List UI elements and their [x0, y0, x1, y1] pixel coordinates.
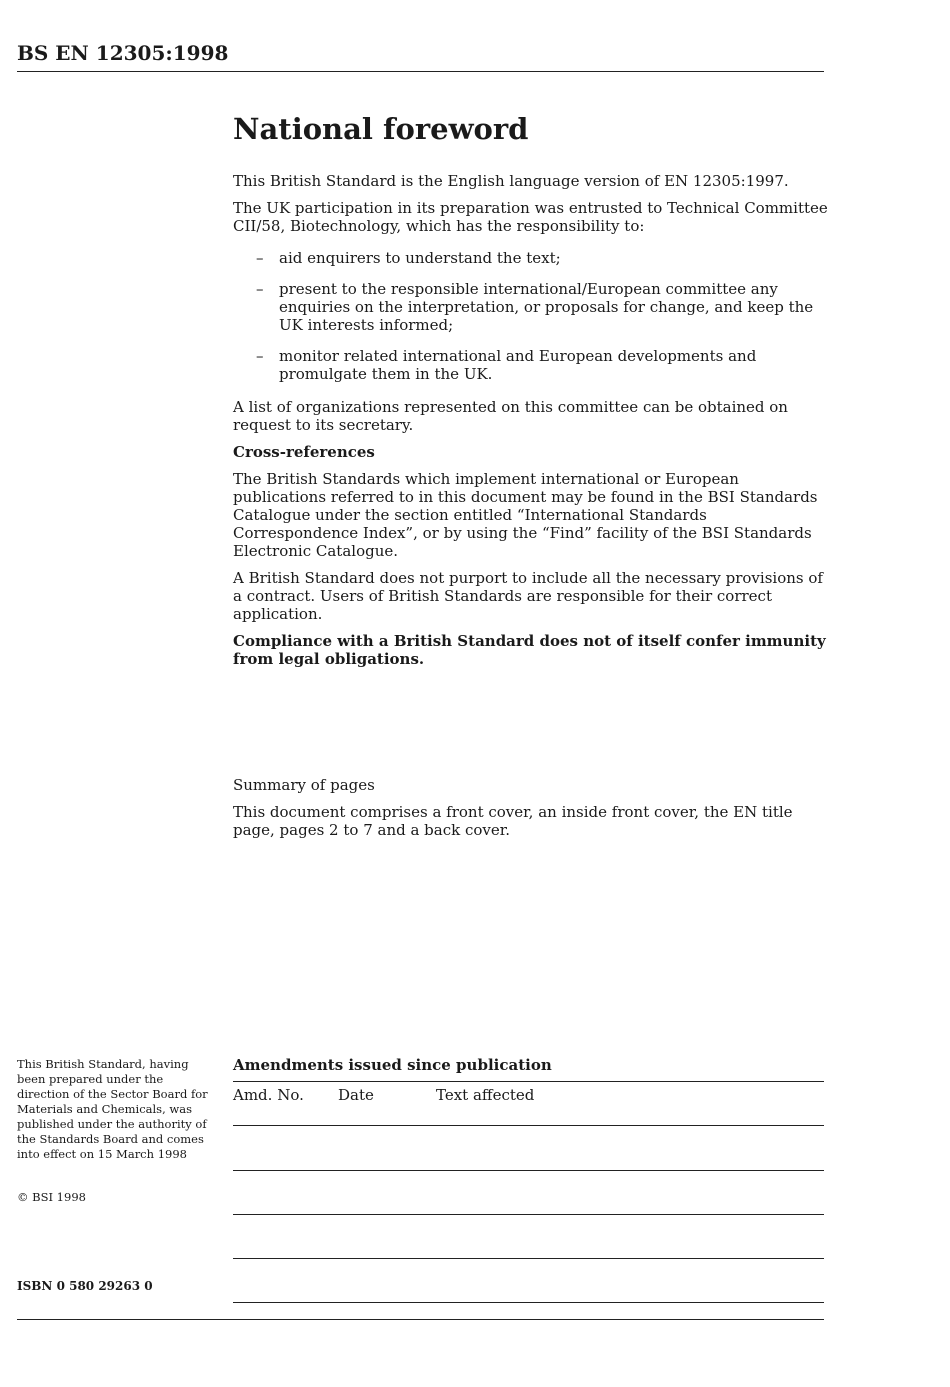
foreword-paragraph-3: A list of organizations represented on this committee can be obtained on request to its secretary.: [233, 398, 788, 434]
document-number: BS EN 12305:1998: [17, 41, 229, 65]
page-title: National foreword: [233, 112, 529, 146]
list-item: – monitor related international and European developments and promulgate them in the UK.: [256, 347, 757, 383]
footer-rule: [17, 1319, 824, 1320]
dash-bullet: –: [256, 249, 264, 267]
header-rule: [17, 71, 824, 72]
foreword-paragraph-4: The British Standards which implement international or European publications referred to in this document may be found in the BSI Standards Catalogue under the section entitled “International Standards Correspondence Index”, or by using the “Find” facility of the BSI Standards Electronic Catalogue.: [233, 470, 818, 560]
amendments-row-line: [233, 1302, 824, 1303]
amendments-row-line: [233, 1214, 824, 1215]
foreword-paragraph-2: The UK participation in its preparation was entrusted to Technical Committee CII/58, Biotechnology, which has the responsibility to:: [233, 199, 828, 235]
foreword-section: [233, 112, 828, 677]
column-text-affected: Text affected: [436, 1086, 535, 1104]
amendments-row-line: [233, 1258, 824, 1259]
column-date: Date: [338, 1086, 374, 1104]
list-item: – aid enquirers to understand the text;: [256, 249, 561, 267]
amendments-rule: [233, 1081, 824, 1082]
foreword-paragraph-5: A British Standard does not purport to include all the necessary provisions of a contract. Users of British Standards are responsible for their correct application.: [233, 569, 823, 623]
amendments-row-line: [233, 1170, 824, 1171]
compliance-statement: Compliance with a British Standard does not of itself confer immunity from legal obligations.: [233, 632, 826, 668]
amendments-row-line: [233, 1125, 824, 1126]
summary-text: This document comprises a front cover, an inside front cover, the EN title page, pages 2 to 7 and a back cover.: [233, 803, 793, 839]
foreword-paragraph-1: This British Standard is the English language version of EN 12305:1997.: [233, 172, 789, 190]
dash-bullet: –: [256, 280, 264, 298]
dash-bullet: –: [256, 347, 264, 365]
responsibility-list: [233, 249, 828, 383]
summary-heading: Summary of pages: [233, 776, 375, 794]
copyright: © BSI 1998: [17, 1190, 86, 1204]
isbn: ISBN 0 580 29263 0: [17, 1279, 153, 1293]
amendments-title: Amendments issued since publication: [233, 1056, 552, 1074]
publication-note: This British Standard, having been prepared under the direction of the Sector Board for Materials and Chemicals, was published under the authority of the Standards Board and comes into effect on 15 March 1998: [17, 1057, 208, 1161]
list-item: – present to the responsible international/European committee any enquiries on the interpretation, or proposals for change, and keep the UK interests informed;: [256, 280, 814, 334]
cross-references-heading: Cross-references: [233, 443, 375, 461]
summary-section: [233, 776, 828, 848]
column-amd-no: Amd. No.: [233, 1086, 304, 1104]
